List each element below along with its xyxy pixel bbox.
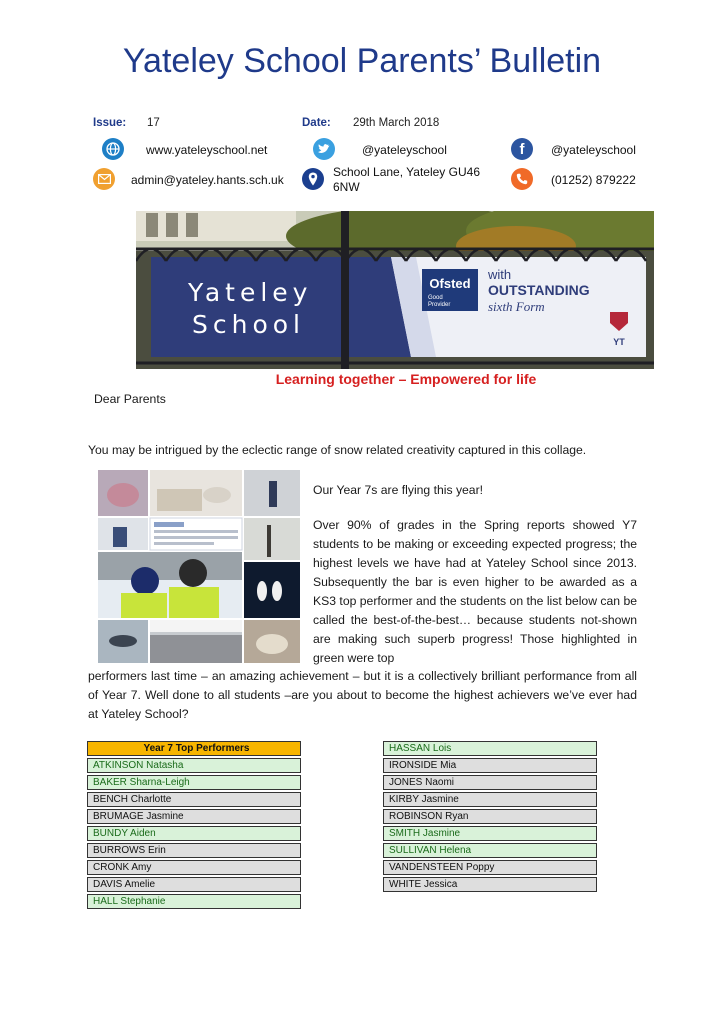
phone-number[interactable]: (01252) 879222 bbox=[551, 173, 636, 187]
performer-name: BURROWS Erin bbox=[87, 843, 301, 858]
performer-name: IRONSIDE Mia bbox=[383, 758, 597, 773]
website-link[interactable]: www.yateleyschool.net bbox=[146, 143, 268, 157]
results-paragraph-continued: performers last time – an amazing achievement – but it is a collectively brilliant performance from all of Year 7. Well done to all students –are you about to become the highest achievers we’ve ever had at Yateley School? bbox=[88, 669, 637, 721]
banner-with: with bbox=[488, 267, 512, 282]
performer-name: BRUMAGE Jasmine bbox=[87, 809, 301, 824]
performer-name: SULLIVAN Helena bbox=[383, 843, 597, 858]
table-row bbox=[87, 894, 301, 909]
school-address: School Lane, Yateley GU46 6NW bbox=[333, 165, 480, 194]
ofsted-word: Ofsted bbox=[429, 276, 471, 291]
performer-name: CRONK Amy bbox=[87, 860, 301, 875]
table-row bbox=[87, 826, 301, 841]
performer-name: BAKER Sharna-Leigh bbox=[87, 775, 301, 790]
performer-name: HASSAN Lois bbox=[383, 741, 597, 756]
table-row bbox=[87, 809, 301, 824]
ofsted-provider: Provider bbox=[428, 302, 451, 308]
issue-value: 17 bbox=[147, 117, 160, 129]
greeting: Dear Parents bbox=[94, 392, 166, 406]
performer-name: BUNDY Aiden bbox=[87, 826, 301, 841]
banner-outstanding: OUTSTANDING bbox=[488, 282, 590, 298]
table-row bbox=[87, 792, 301, 807]
ofsted-good: Good bbox=[428, 295, 443, 301]
table-row bbox=[383, 809, 597, 824]
performer-name: SMITH Jasmine bbox=[383, 826, 597, 841]
phone-icon bbox=[511, 168, 533, 190]
school-banner-photo bbox=[136, 211, 654, 369]
table-row bbox=[383, 792, 597, 807]
performer-name: HALL Stephanie bbox=[87, 894, 301, 909]
facebook-icon: f bbox=[511, 138, 533, 160]
table-row bbox=[87, 843, 301, 858]
performers-table-right bbox=[383, 739, 597, 894]
performer-name: JONES Naomi bbox=[383, 775, 597, 790]
twitter-icon bbox=[313, 138, 335, 160]
snow-collage bbox=[97, 469, 301, 664]
email-address[interactable]: admin@yateley.hants.sch.uk bbox=[131, 173, 284, 187]
intro-paragraph: You may be intrigued by the eclectic range of snow related creativity captured in this collage. bbox=[88, 443, 587, 457]
banner-yt: YT bbox=[613, 337, 625, 347]
performer-name: ATKINSON Natasha bbox=[87, 758, 301, 773]
banner-yateley: Yateley bbox=[188, 278, 313, 307]
performer-name: VANDENSTEEN Poppy bbox=[383, 860, 597, 875]
year7-headline: Our Year 7s are flying this year! bbox=[313, 483, 484, 497]
facebook-handle[interactable]: @yateleyschool bbox=[551, 143, 636, 157]
bulletin-title: Yateley School Parents’ Bulletin bbox=[122, 42, 602, 80]
issue-label: Issue: bbox=[93, 117, 127, 129]
date-value: 29th March 2018 bbox=[353, 117, 440, 129]
table-row bbox=[383, 775, 597, 790]
performers-table-left bbox=[87, 739, 301, 911]
banner-sixth-form: sixth Form bbox=[488, 299, 545, 314]
school-tagline: Learning together – Empowered for life bbox=[275, 371, 537, 387]
performer-name: ROBINSON Ryan bbox=[383, 809, 597, 824]
table-row bbox=[87, 877, 301, 892]
banner-school: School bbox=[192, 310, 305, 339]
table-row bbox=[383, 826, 597, 841]
table-row bbox=[383, 860, 597, 875]
location-pin-icon bbox=[302, 168, 324, 190]
table-row bbox=[87, 860, 301, 875]
table-row bbox=[87, 775, 301, 790]
table-row bbox=[383, 843, 597, 858]
performer-name: KIRBY Jasmine bbox=[383, 792, 597, 807]
performer-name: BENCH Charlotte bbox=[87, 792, 301, 807]
date-label: Date: bbox=[302, 117, 331, 129]
table-row bbox=[383, 741, 597, 756]
table-row bbox=[383, 877, 597, 892]
table-row bbox=[87, 758, 301, 773]
performers-header: Year 7 Top Performers bbox=[87, 741, 301, 756]
results-paragraph: Over 90% of grades in the Spring reports showed Y7 students to be making or exceeding expected progress; the highest levels we have had at Yateley School since 2013. Subsequently the bar is even higher to be awarded as a KS3 top performer and the students on the list below can be called the best-of-the-best… because students not-shown are making such superb progress! Those highlighted in green were top bbox=[313, 518, 637, 665]
table-row bbox=[383, 758, 597, 773]
twitter-handle[interactable]: @yateleyschool bbox=[362, 143, 447, 157]
web-icon bbox=[102, 138, 124, 160]
performer-name: DAVIS Amelie bbox=[87, 877, 301, 892]
performer-name: WHITE Jessica bbox=[383, 877, 597, 892]
email-icon bbox=[93, 168, 115, 190]
